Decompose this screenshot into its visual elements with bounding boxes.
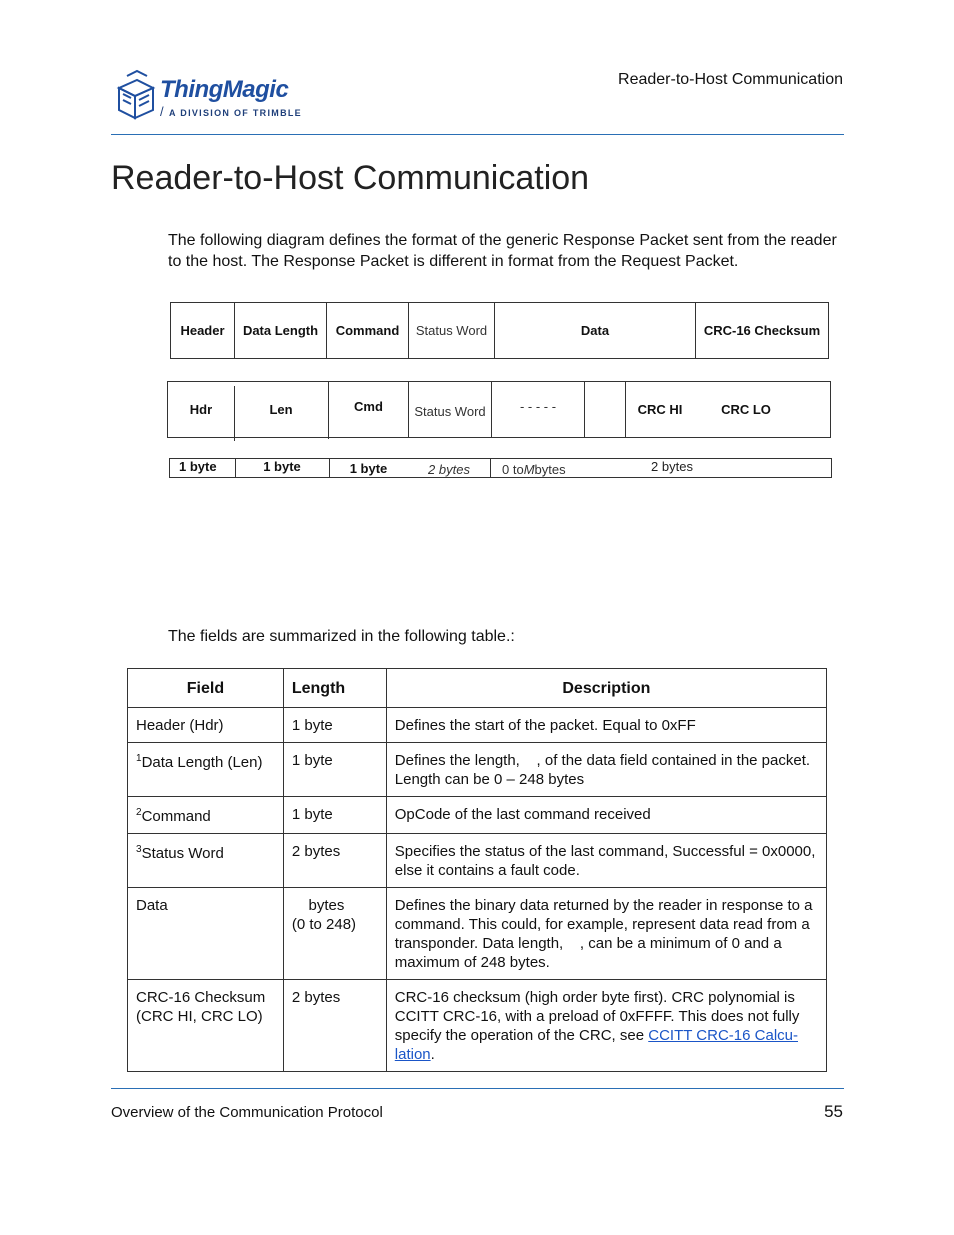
size-status-word: 2 bytes [428, 462, 470, 477]
logo-wordmark: ThingMagic [160, 76, 289, 103]
diagram-crc-hi-cell: CRC HI [637, 402, 683, 417]
length-cell: 1 byte [283, 797, 386, 834]
footer-chapter: Overview of the Communication Protocol [111, 1104, 383, 1121]
field-name: Status Word [141, 845, 224, 862]
diagram-crc-cell: CRC-16 Checksum [703, 323, 821, 338]
field-cell [128, 797, 284, 834]
table-row [128, 980, 827, 1072]
logo-slash: / [160, 104, 164, 119]
description-cell: Defines the length, , of the data field contained in the packet. Length can be 0 – 248 bytes [386, 743, 826, 797]
field-cell [128, 888, 284, 980]
page-number: 55 [824, 1102, 843, 1121]
field-cell [128, 708, 284, 743]
length-value: bytes [291, 897, 345, 914]
diagram-status-word-cell-2: Status Word [414, 404, 486, 419]
diagram-ellipsis-cell: - - - - - [519, 399, 557, 414]
field-cell [128, 834, 284, 888]
description-cell [386, 980, 826, 1072]
footnote-marker: 3 [136, 844, 142, 855]
diagram-status-word-cell: Status Word [415, 323, 488, 338]
packet-diagram-fields [170, 302, 829, 359]
table-row [128, 797, 827, 834]
size-data [492, 459, 592, 477]
field-cell [128, 743, 284, 797]
thingmagic-logo [113, 68, 313, 124]
diagram-cmd-cell: Cmd [354, 399, 383, 414]
summary-text: The fields are summarized in the following table.: [168, 628, 515, 645]
size-len: 1 byte [263, 459, 301, 474]
diagram-data-cell: Data [580, 323, 610, 338]
length-cell [283, 888, 386, 980]
field-cell [128, 980, 284, 1072]
size-data-m: M [523, 462, 535, 477]
size-data-suffix: bytes [534, 462, 566, 477]
diagram-empty-cell [585, 382, 625, 437]
diagram-header-cell: Header [180, 323, 225, 338]
running-header: Reader-to-Host Communication [618, 71, 843, 88]
field-name: CRC-16 Checksum (CRC HI, CRC LO) [136, 989, 266, 1025]
crc-calculation-link[interactable]: CCITT CRC-16 Calcu-lation [394, 1027, 798, 1063]
size-hdr: 1 byte [179, 459, 217, 474]
footnote-marker: 2 [136, 807, 142, 818]
page-title: Reader-to-Host Communication [111, 159, 590, 197]
diagram-data-length-cell: Data Length [242, 323, 319, 338]
footer-rule [111, 1088, 844, 1089]
size-crc: 2 bytes [651, 459, 693, 474]
logo-cube-icon [113, 68, 159, 124]
length-cell: 2 bytes [283, 834, 386, 888]
field-name: Data [136, 897, 168, 914]
diagram-len-cell: Len [269, 402, 293, 417]
fields-table [127, 668, 827, 1072]
diagram-command-cell: Command [335, 323, 400, 338]
diagram-hdr-cell: Hdr [189, 402, 213, 417]
description-cell: OpCode of the last command received [386, 797, 826, 834]
length-cell: 2 bytes [283, 980, 386, 1072]
footnote-marker: 1 [136, 753, 142, 764]
divider [490, 459, 491, 477]
description-cell: Defines the start of the packet. Equal to 0xFF [386, 708, 826, 743]
field-name: Data Length (Len) [141, 754, 263, 771]
length-range: (0 to 248) [291, 916, 357, 933]
size-data-prefix: 0 to [502, 462, 524, 477]
field-name: Command [141, 808, 211, 825]
packet-diagram-abbrev [167, 381, 831, 438]
intro-paragraph: The following diagram defines the format of the generic Response Packet sent from the reader to the host. The Response Packet is different in format from the Request Packet. [168, 232, 837, 270]
table-row [128, 708, 827, 743]
diagram-crc-lo-cell: CRC LO [721, 402, 771, 417]
description-text: CRC-16 checksum (high order byte first). CRC polynomial is CCITT CRC-16, with a preload of 0xFFFF. This does not fully specify the operation of the CRC, see [394, 989, 800, 1044]
description-end: . [430, 1046, 435, 1063]
table-row [128, 888, 827, 980]
logo-tagline: A DIVISION OF TRIMBLE [169, 108, 302, 118]
description-cell: Specifies the status of the last command, Successful = 0x0000, else it contains a fault code. [386, 834, 826, 888]
length-cell: 1 byte [283, 743, 386, 797]
length-cell: 1 byte [283, 708, 386, 743]
packet-diagram-sizes [169, 458, 832, 478]
col-header-length: Length [283, 669, 386, 708]
field-name: Header (Hdr) [136, 717, 224, 734]
table-row [128, 743, 827, 797]
size-cmd: 1 byte [349, 460, 388, 476]
col-header-description: Description [386, 669, 826, 708]
header-rule [111, 134, 844, 135]
table-row [128, 834, 827, 888]
table-header-row [128, 669, 827, 708]
col-header-field: Field [128, 669, 284, 708]
description-cell: Defines the binary data returned by the reader in response to a command. This could, for example, represent data read from a transponder. Data length, , can be a minimum of 0 and a maximum of 248 bytes. [386, 888, 826, 980]
